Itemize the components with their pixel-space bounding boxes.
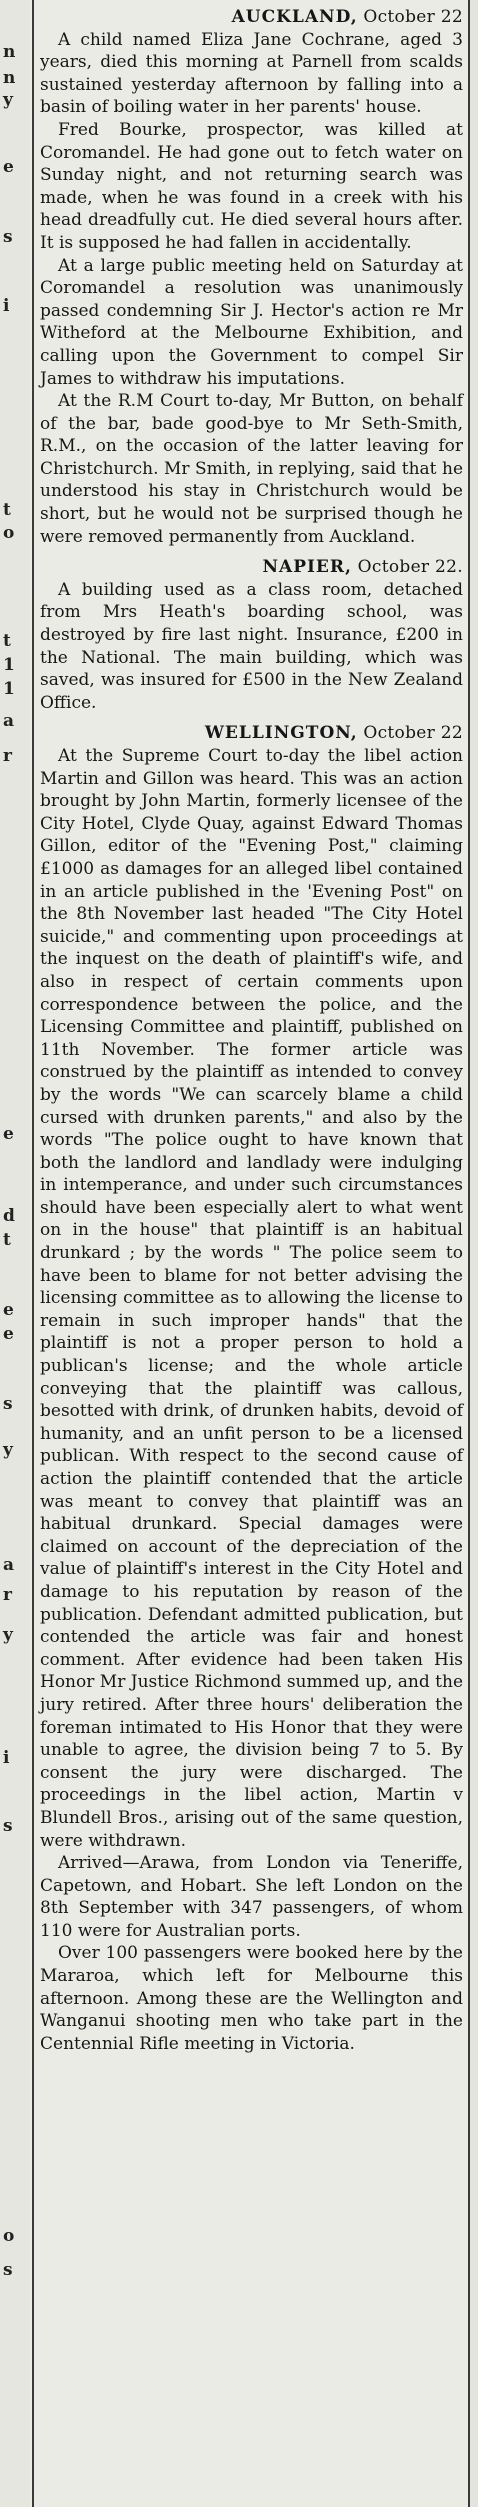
margin-fragment: o (3, 523, 15, 543)
column-rule-left (32, 0, 34, 2507)
dateline-place: AUCKLAND, (231, 7, 358, 27)
dateline (40, 556, 463, 579)
dateline-date: October 22. (357, 557, 463, 578)
news-paragraph: Arrived—Arawa, from London via Teneriffe, Capetown, and Hobart. She left London on the 8th September with 347 passengers, of whom 110 were for Australian ports. (40, 1853, 463, 1941)
news-paragraph: At the R.M Court to-day, Mr Button, on behalf of the bar, bade good-bye to Mr Seth-Smith, R.M., on the occasion of the latter leaving for Christchurch. Mr Smith, in replying, said that he understood his stay in Christchurch would be short, but he would not be surprised though he were removed permanently from Auckland. (40, 391, 463, 547)
margin-fragment: a (3, 1555, 15, 1575)
margin-fragment: o (3, 2226, 15, 2246)
dateline-date: October 22 (363, 7, 463, 27)
margin-fragment: 1 (3, 655, 15, 675)
margin-fragment: y (3, 1625, 13, 1645)
margin-fragment: t (3, 631, 11, 651)
margin-fragment: e (3, 1124, 14, 1144)
news-paragraph: A child named Eliza Jane Cochrane, aged 3 years, died this morning at Parnell from scalds sustained yesterday afternoon by falling into a basin of boiling water in her parents' house. (40, 29, 463, 118)
margin-fragment: n (3, 42, 16, 62)
dateline-date: October 22 (363, 723, 463, 744)
margin-fragment: e (3, 1300, 14, 1320)
section-auckland (40, 6, 463, 548)
news-paragraph: Fred Bourke, prospector, was killed at Coromandel. He had gone out to fetch water on Sunday night, and not returning search was made, when he was found in a creek with his head dreadfully cut. He died several hours after. It is supposed he had fallen in accidentally. (40, 119, 463, 253)
margin-fragment: 1 (3, 679, 15, 699)
margin-fragment: d (3, 1206, 15, 1226)
margin-fragment: s (3, 1816, 13, 1836)
margin-fragment: t (3, 500, 11, 520)
dateline (40, 6, 463, 29)
section-wellington (40, 722, 463, 2055)
section-napier (40, 556, 463, 714)
news-column (40, 6, 463, 2055)
margin-fragment: s (3, 1394, 13, 1414)
dateline-place: NAPIER, (262, 557, 352, 578)
right-margin-strip (470, 0, 478, 2507)
margin-fragment: e (3, 157, 14, 177)
margin-fragment: y (3, 1440, 13, 1460)
dateline-place: WELLINGTON, (204, 723, 358, 744)
news-paragraph: A building used as a class room, detached from Mrs Heath's boarding school, was destroyed by fire last night. Insurance, £200 in the National. The main building, which was saved, was insured for £500 in the New Zealand Office. (40, 579, 463, 713)
news-paragraph: At a large public meeting held on Saturday at Coromandel a resolution was unanimously passed condemning Sir J. Hector's action re Mr Witheford at the Melbourne Exhibition, and calling upon the Government to compel Sir James to withdraw his imputations. (40, 255, 463, 389)
margin-fragment: r (3, 1585, 12, 1605)
margin-fragment: t (3, 1230, 11, 1250)
margin-fragment: i (3, 1748, 10, 1768)
margin-fragment: s (3, 227, 13, 247)
margin-fragment: s (3, 2260, 13, 2280)
dateline (40, 722, 463, 745)
margin-fragment: y (3, 90, 13, 110)
margin-fragment: n (3, 68, 16, 88)
margin-fragment: i (3, 296, 10, 316)
news-paragraph: At the Supreme Court to-day the libel action Martin and Gillon was heard. This was an action brought by John Martin, formerly licensee of the City Hotel, Clyde Quay, against Edward Thomas Gillon, editor of the "Evening Post," claiming £1000 as damages for an alleged libel contained in an article published in the 'Evening Post" on the 8th November last headed "The City Hotel suicide," and commenting upon proceedings at the inquest on the death of plaintiff's wife, and also in respect of certain comments upon correspondence between the police, and the Licensing Committee and plaintiff, published on 11th November. The former article was construed by the plaintiff as intended to convey by the words "We can scarcely blame a child cursed with drunken parents," and also by the words "The police ought to have known that both the landlord and landlady were indulging in intemperance, and under such circumstances should have been especially alert to what went on in the house" that plaintiff is an habitual drunkard ; by the words " The police seem to have been to blame for not better advising the licensing committee as to allowing the license to remain in such improper hands" that the plaintiff is not a proper person to hold a publican's license; and the whole article conveying that the plaintiff was callous, besotted with drink, of drunken habits, devoid of humanity, and an unfit person to be a licensed publican. With respect to the second cause of action the plaintiff contended that the article was meant to convey that plaintiff was an habitual drunkard. Special damages were claimed on account of the depreciation of the value of plaintiff's interest in the City Hotel and damage to his reputation by reason of the publication. Defendant admitted publication, but contended the article was fair and honest comment. After evidence had been taken His Honor Mr Justice Richmond summed up, and the jury retired. After three hours' deliberation the foreman intimated to His Honor that they were unable to agree, the division being 7 to 5. By consent the jury were discharged. The proceedings in the libel action, Martin v Blundell Bros., arising out of the same question, were withdrawn. (40, 746, 463, 1851)
left-margin-gutter (0, 0, 30, 2507)
margin-fragment: a (3, 711, 15, 731)
news-paragraph: Over 100 passengers were booked here by the Mararoa, which left for Melbourne this afternoon. Among these are the Wellington and Wanganui shooting men who take part in the Centennial Rifle meeting in Victoria. (40, 1943, 463, 2054)
margin-fragment: e (3, 1324, 14, 1344)
margin-fragment: r (3, 746, 12, 766)
